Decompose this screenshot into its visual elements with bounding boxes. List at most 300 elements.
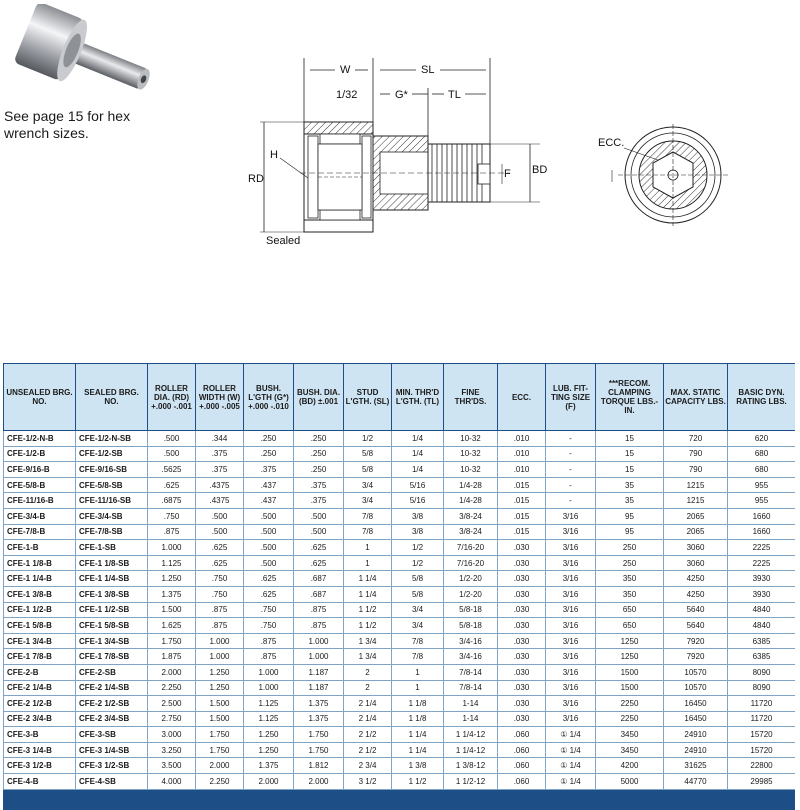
table-cell: 1/4 (392, 431, 444, 447)
table-cell: 5/8 (344, 462, 392, 478)
table-cell: 16450 (664, 711, 728, 727)
table-row (4, 602, 796, 618)
table-cell: .030 (498, 602, 546, 618)
table-cell: 95 (596, 524, 664, 540)
table-cell: 3450 (596, 742, 664, 758)
table-cell: CFE-2 1/2-B (4, 696, 76, 712)
table-cell: 3/16 (546, 680, 596, 696)
table-row (4, 446, 796, 462)
table-cell: .750 (196, 571, 244, 587)
table-cell: 2225 (728, 555, 796, 571)
table-cell: 1.125 (148, 555, 196, 571)
table-cell: CFE-1 3/8-SB (76, 586, 148, 602)
table-cell: 35 (596, 493, 664, 509)
table-cell: CFE-2 3/4-B (4, 711, 76, 727)
table-cell: CFE-3/4-B (4, 508, 76, 524)
table-cell: 1.000 (244, 664, 294, 680)
table-cell: CFE-2-B (4, 664, 76, 680)
table-cell: 22800 (728, 758, 796, 774)
table-cell: 2065 (664, 524, 728, 540)
table-cell: 1.000 (294, 633, 344, 649)
table-cell: 10-32 (444, 431, 498, 447)
table-cell: 1.625 (148, 618, 196, 634)
table-row (4, 618, 796, 634)
table-cell: 15720 (728, 727, 796, 743)
column-header: STUD L'GTH. (SL) (344, 364, 392, 431)
table-cell: .010 (498, 431, 546, 447)
table-row (4, 477, 796, 493)
table-cell: .625 (196, 540, 244, 556)
table-cell: 5/8 (344, 446, 392, 462)
column-header: FINE THR'DS. (444, 364, 498, 431)
table-cell: 1250 (596, 649, 664, 665)
table-cell: 1 (344, 540, 392, 556)
table-cell: 15 (596, 446, 664, 462)
table-cell: ① 1/4 (546, 742, 596, 758)
table-cell: CFE-3 1/4-B (4, 742, 76, 758)
label-tl: TL (448, 89, 461, 101)
table-row (4, 462, 796, 478)
table-cell: 1.375 (294, 696, 344, 712)
table-cell: 7/8 (344, 524, 392, 540)
table-cell: 3/16 (546, 524, 596, 540)
table-row (4, 664, 796, 680)
table-cell: 6385 (728, 633, 796, 649)
table-cell: .625 (148, 477, 196, 493)
table-cell: 11720 (728, 696, 796, 712)
table-cell: 955 (728, 493, 796, 509)
table-cell: .500 (294, 508, 344, 524)
table-cell: 2250 (596, 711, 664, 727)
table-cell: 1.000 (148, 540, 196, 556)
table-row (4, 680, 796, 696)
table-cell: 3/4 (392, 602, 444, 618)
table-cell: 1.750 (196, 742, 244, 758)
table-cell: CFE-3 1/2-B (4, 758, 76, 774)
table-row (4, 555, 796, 571)
table-cell: 3450 (596, 727, 664, 743)
table-cell: 2.250 (148, 680, 196, 696)
table-cell: 5/16 (392, 493, 444, 509)
table-cell: CFE-1-SB (76, 540, 148, 556)
table-cell: .4375 (196, 493, 244, 509)
table-cell: 5/8 (392, 571, 444, 587)
table-cell: CFE-1 7/8-B (4, 649, 76, 665)
table-cell: .030 (498, 586, 546, 602)
table-cell: ① 1/4 (546, 774, 596, 790)
column-header: MIN. THR'D L'GTH. (TL) (392, 364, 444, 431)
table-cell: 24910 (664, 742, 728, 758)
table-cell: .030 (498, 664, 546, 680)
table-cell: 15 (596, 431, 664, 447)
table-cell: - (546, 462, 596, 478)
label-f: F (504, 168, 511, 180)
table-cell: .875 (294, 602, 344, 618)
table-cell: 3930 (728, 586, 796, 602)
table-cell: .375 (196, 446, 244, 462)
table-cell: CFE-1 1/8-B (4, 555, 76, 571)
table-cell: 1 3/8-12 (444, 758, 498, 774)
table-cell: 3.000 (148, 727, 196, 743)
table-cell: .875 (244, 633, 294, 649)
table-cell: CFE-11/16-B (4, 493, 76, 509)
table-row (4, 524, 796, 540)
table-cell: 1/2 (392, 555, 444, 571)
table-cell: .250 (294, 431, 344, 447)
table-cell: 3/16 (546, 508, 596, 524)
table-cell: 16450 (664, 696, 728, 712)
table-cell: 7/16-20 (444, 540, 498, 556)
table-cell: .875 (294, 618, 344, 634)
table-cell: CFE-1 1/2-B (4, 602, 76, 618)
table-cell: CFE-1 1/4-SB (76, 571, 148, 587)
table-cell: .375 (294, 477, 344, 493)
table-cell: 1 3/4 (344, 649, 392, 665)
table-cell: .030 (498, 555, 546, 571)
table-cell: .060 (498, 742, 546, 758)
table-cell: CFE-2 1/4-B (4, 680, 76, 696)
table-cell: - (546, 493, 596, 509)
table-cell: CFE-1/2-SB (76, 446, 148, 462)
table-cell: 1/4-28 (444, 477, 498, 493)
table-cell: 1.187 (294, 664, 344, 680)
table-cell: CFE-3 1/2-SB (76, 758, 148, 774)
table-cell: 3060 (664, 540, 728, 556)
table-cell: 4.000 (148, 774, 196, 790)
column-header: ECC. (498, 364, 546, 431)
table-cell: 3060 (664, 555, 728, 571)
table-cell: .015 (498, 508, 546, 524)
table-cell: 5640 (664, 602, 728, 618)
table-cell: 1.500 (196, 696, 244, 712)
table-cell: .015 (498, 477, 546, 493)
table-cell: 3.500 (148, 758, 196, 774)
label-ecc: ECC. (598, 137, 625, 149)
column-header: BASIC DYN. RATING LBS. (728, 364, 796, 431)
table-cell: 1.875 (148, 649, 196, 665)
table-cell: CFE-1 5/8-SB (76, 618, 148, 634)
table-cell: .375 (196, 462, 244, 478)
table-cell: CFE-1/2-N-SB (76, 431, 148, 447)
table-cell: .687 (294, 571, 344, 587)
column-header: BUSH. L'GTH (G*) +.000 -.010 (244, 364, 294, 431)
table-cell: ① 1/4 (546, 758, 596, 774)
table-cell: 3/4 (344, 477, 392, 493)
table-cell: 95 (596, 508, 664, 524)
table-cell: 6385 (728, 649, 796, 665)
table-cell: CFE-11/16-SB (76, 493, 148, 509)
table-cell: CFE-5/8-SB (76, 477, 148, 493)
table-cell: .625 (196, 555, 244, 571)
table-row (4, 508, 796, 524)
table-cell: 7/8-14 (444, 680, 498, 696)
table-cell: 1.375 (294, 711, 344, 727)
table-row (4, 649, 796, 665)
table-cell: 1 1/2 (344, 618, 392, 634)
table-cell: - (546, 446, 596, 462)
table-cell: .5625 (148, 462, 196, 478)
table-cell: 3/16 (546, 602, 596, 618)
table-cell: .030 (498, 711, 546, 727)
table-cell: 5000 (596, 774, 664, 790)
table-cell: 1.187 (294, 680, 344, 696)
table-cell: 2250 (596, 696, 664, 712)
column-header: MAX. STATIC CAPACITY LBS. (664, 364, 728, 431)
label-rd: RD (248, 173, 264, 185)
table-cell: 1215 (664, 493, 728, 509)
table-cell: 790 (664, 462, 728, 478)
table-cell: 3/8 (392, 524, 444, 540)
table-cell: 24910 (664, 727, 728, 743)
label-fraction: 1/32 (336, 89, 358, 101)
table-cell: 1 1/4-12 (444, 727, 498, 743)
label-w: W (340, 64, 351, 76)
table-row (4, 586, 796, 602)
table-cell: .500 (244, 508, 294, 524)
table-cell: 5640 (664, 618, 728, 634)
table-cell: 7/8 (344, 508, 392, 524)
table-cell: 1 3/4 (344, 633, 392, 649)
table-cell: .060 (498, 758, 546, 774)
table-cell: CFE-3-B (4, 727, 76, 743)
table-cell: .875 (244, 649, 294, 665)
table-cell: 680 (728, 462, 796, 478)
table-cell: 720 (664, 431, 728, 447)
table-cell: 5/16 (392, 477, 444, 493)
table-cell: 650 (596, 602, 664, 618)
table-cell: 1.500 (196, 711, 244, 727)
table-cell: 44770 (664, 774, 728, 790)
table-cell: 1/2 (344, 431, 392, 447)
table-cell: 5/8 (392, 586, 444, 602)
table-cell: 4840 (728, 618, 796, 634)
table-cell: CFE-2 1/2-SB (76, 696, 148, 712)
column-header: BUSH. DIA. (BD) ±.001 (294, 364, 344, 431)
table-cell: 3/16 (546, 571, 596, 587)
table-cell: 1500 (596, 664, 664, 680)
table-cell: 1.750 (196, 727, 244, 743)
table-cell: CFE-2-SB (76, 664, 148, 680)
table-cell: CFE-1 3/4-SB (76, 633, 148, 649)
table-cell: .437 (244, 493, 294, 509)
table-cell: .500 (148, 431, 196, 447)
table-cell: 1.250 (244, 742, 294, 758)
table-cell: .060 (498, 727, 546, 743)
table-cell: 3/4 (344, 493, 392, 509)
table-cell: 8090 (728, 664, 796, 680)
table-cell: 1 1/4 (392, 742, 444, 758)
table-cell: 2065 (664, 508, 728, 524)
table-cell: .500 (244, 555, 294, 571)
table-cell: 1 (392, 680, 444, 696)
table-cell: CFE-4-SB (76, 774, 148, 790)
table-cell: .250 (294, 462, 344, 478)
table-cell: 790 (664, 446, 728, 462)
table-cell: 2 1/2 (344, 727, 392, 743)
table-cell: CFE-2 3/4-SB (76, 711, 148, 727)
table-cell: 7920 (664, 649, 728, 665)
table-cell: CFE-1/2-N-B (4, 431, 76, 447)
table-cell: 2.000 (244, 774, 294, 790)
table-cell: 1.000 (294, 649, 344, 665)
table-cell: 3/4-16 (444, 633, 498, 649)
table-cell: .375 (294, 493, 344, 509)
table-cell: 1.750 (294, 742, 344, 758)
label-h: H (270, 149, 278, 161)
table-cell: .344 (196, 431, 244, 447)
table-row (4, 493, 796, 509)
table-cell: 1660 (728, 524, 796, 540)
column-header: ***RECOM. CLAMPING TORQUE LBS.- IN. (596, 364, 664, 431)
table-cell: 8090 (728, 680, 796, 696)
cam-follower-photo (14, 4, 164, 104)
table-row (4, 711, 796, 727)
table-cell: 1 1/2-12 (444, 774, 498, 790)
table-cell: CFE-9/16-B (4, 462, 76, 478)
label-g: G* (395, 89, 408, 101)
table-cell: .030 (498, 540, 546, 556)
table-cell: 10570 (664, 664, 728, 680)
table-cell: 29985 (728, 774, 796, 790)
table-cell: .030 (498, 680, 546, 696)
table-cell: 3/16 (546, 586, 596, 602)
table-cell: .625 (294, 540, 344, 556)
cam-follower-section-diagram (240, 52, 570, 252)
table-cell: 31625 (664, 758, 728, 774)
table-cell: 2.250 (196, 774, 244, 790)
table-cell: 3/8-24 (444, 508, 498, 524)
table-cell: .875 (148, 524, 196, 540)
table-cell: 1 1/4-12 (444, 742, 498, 758)
table-cell: 3930 (728, 571, 796, 587)
table-row (4, 633, 796, 649)
table-cell: 1.250 (148, 571, 196, 587)
table-cell: 4200 (596, 758, 664, 774)
table-cell: .875 (196, 602, 244, 618)
table-cell: 10-32 (444, 446, 498, 462)
table-cell: CFE-1-B (4, 540, 76, 556)
table-cell: 1/4 (392, 462, 444, 478)
table-cell: 35 (596, 477, 664, 493)
table-cell: 650 (596, 618, 664, 634)
table-cell: 2.000 (196, 758, 244, 774)
table-cell: 1.000 (196, 649, 244, 665)
table-cell: .750 (148, 508, 196, 524)
table-cell: .625 (244, 571, 294, 587)
table-cell: 1 3/8 (392, 758, 444, 774)
table-cell: 1 1/4 (392, 727, 444, 743)
table-cell: 1/2-20 (444, 571, 498, 587)
table-row (4, 431, 796, 447)
table-cell: 4840 (728, 602, 796, 618)
table-cell: 2.000 (148, 664, 196, 680)
table-cell: 1 1/4 (344, 571, 392, 587)
table-cell: 3/8-24 (444, 524, 498, 540)
label-bd: BD (532, 164, 548, 176)
table-cell: .030 (498, 618, 546, 634)
hex-wrench-note: See page 15 for hex wrench sizes. (4, 108, 131, 141)
table-cell: 1.375 (244, 758, 294, 774)
table-cell: 4250 (664, 571, 728, 587)
column-header: ROLLER DIA. (RD) +.000 -.001 (148, 364, 196, 431)
table-cell: CFE-3-SB (76, 727, 148, 743)
table-cell: CFE-1 1/2-SB (76, 602, 148, 618)
table-cell: 2.750 (148, 711, 196, 727)
table-cell: 3/16 (546, 618, 596, 634)
table-cell: .030 (498, 571, 546, 587)
table-cell: 620 (728, 431, 796, 447)
table-cell: 2 (344, 680, 392, 696)
table-cell: .030 (498, 633, 546, 649)
table-cell: ① 1/4 (546, 727, 596, 743)
table-cell: 3/4-16 (444, 649, 498, 665)
table-cell: CFE-3 1/4-SB (76, 742, 148, 758)
table-cell: .500 (294, 524, 344, 540)
table-cell: .010 (498, 462, 546, 478)
table-row (4, 727, 796, 743)
table-cell: 2 (344, 664, 392, 680)
table-cell: 15 (596, 462, 664, 478)
specification-table (3, 363, 795, 790)
table-cell: .030 (498, 696, 546, 712)
table-cell: 1.250 (244, 727, 294, 743)
table-cell: 1.125 (244, 711, 294, 727)
table-cell: .500 (148, 446, 196, 462)
table-cell: .250 (294, 446, 344, 462)
table-cell: 7/8 (392, 633, 444, 649)
table-cell: 1 1/2 (344, 602, 392, 618)
table-cell: 1 1/2 (392, 774, 444, 790)
table-cell: 1.750 (294, 727, 344, 743)
table-cell: .625 (294, 555, 344, 571)
table-cell: 3/16 (546, 633, 596, 649)
table-cell: - (546, 477, 596, 493)
table-cell: CFE-1 5/8-B (4, 618, 76, 634)
table-cell: CFE-1 1/8-SB (76, 555, 148, 571)
table-cell: .750 (244, 618, 294, 634)
table-cell: 3 1/2 (344, 774, 392, 790)
table-cell: 955 (728, 477, 796, 493)
table-cell: .625 (244, 586, 294, 602)
table-cell: .030 (498, 649, 546, 665)
table-cell: 1.125 (244, 696, 294, 712)
table-cell: 1/4-28 (444, 493, 498, 509)
table-cell: CFE-3/4-SB (76, 508, 148, 524)
table-cell: 3/16 (546, 649, 596, 665)
table-cell: .4375 (196, 477, 244, 493)
table-cell: 15720 (728, 742, 796, 758)
table-cell: .015 (498, 524, 546, 540)
label-sl: SL (421, 64, 435, 76)
table-cell: 1.812 (294, 758, 344, 774)
table-cell: 7/16-20 (444, 555, 498, 571)
table-cell: 2.000 (294, 774, 344, 790)
table-cell: 1250 (596, 633, 664, 649)
table-cell: 2 1/2 (344, 742, 392, 758)
table-row (4, 758, 796, 774)
table-cell: CFE-9/16-SB (76, 462, 148, 478)
table-cell: 3.250 (148, 742, 196, 758)
table-header-row (4, 364, 796, 431)
table-cell: .500 (244, 540, 294, 556)
table-cell: 1/2 (392, 540, 444, 556)
table-cell: 1.250 (196, 680, 244, 696)
table-cell: CFE-4-B (4, 774, 76, 790)
table-cell: CFE-1 3/8-B (4, 586, 76, 602)
table-cell: 7920 (664, 633, 728, 649)
table-cell: .875 (196, 618, 244, 634)
table-cell: 1.250 (196, 664, 244, 680)
